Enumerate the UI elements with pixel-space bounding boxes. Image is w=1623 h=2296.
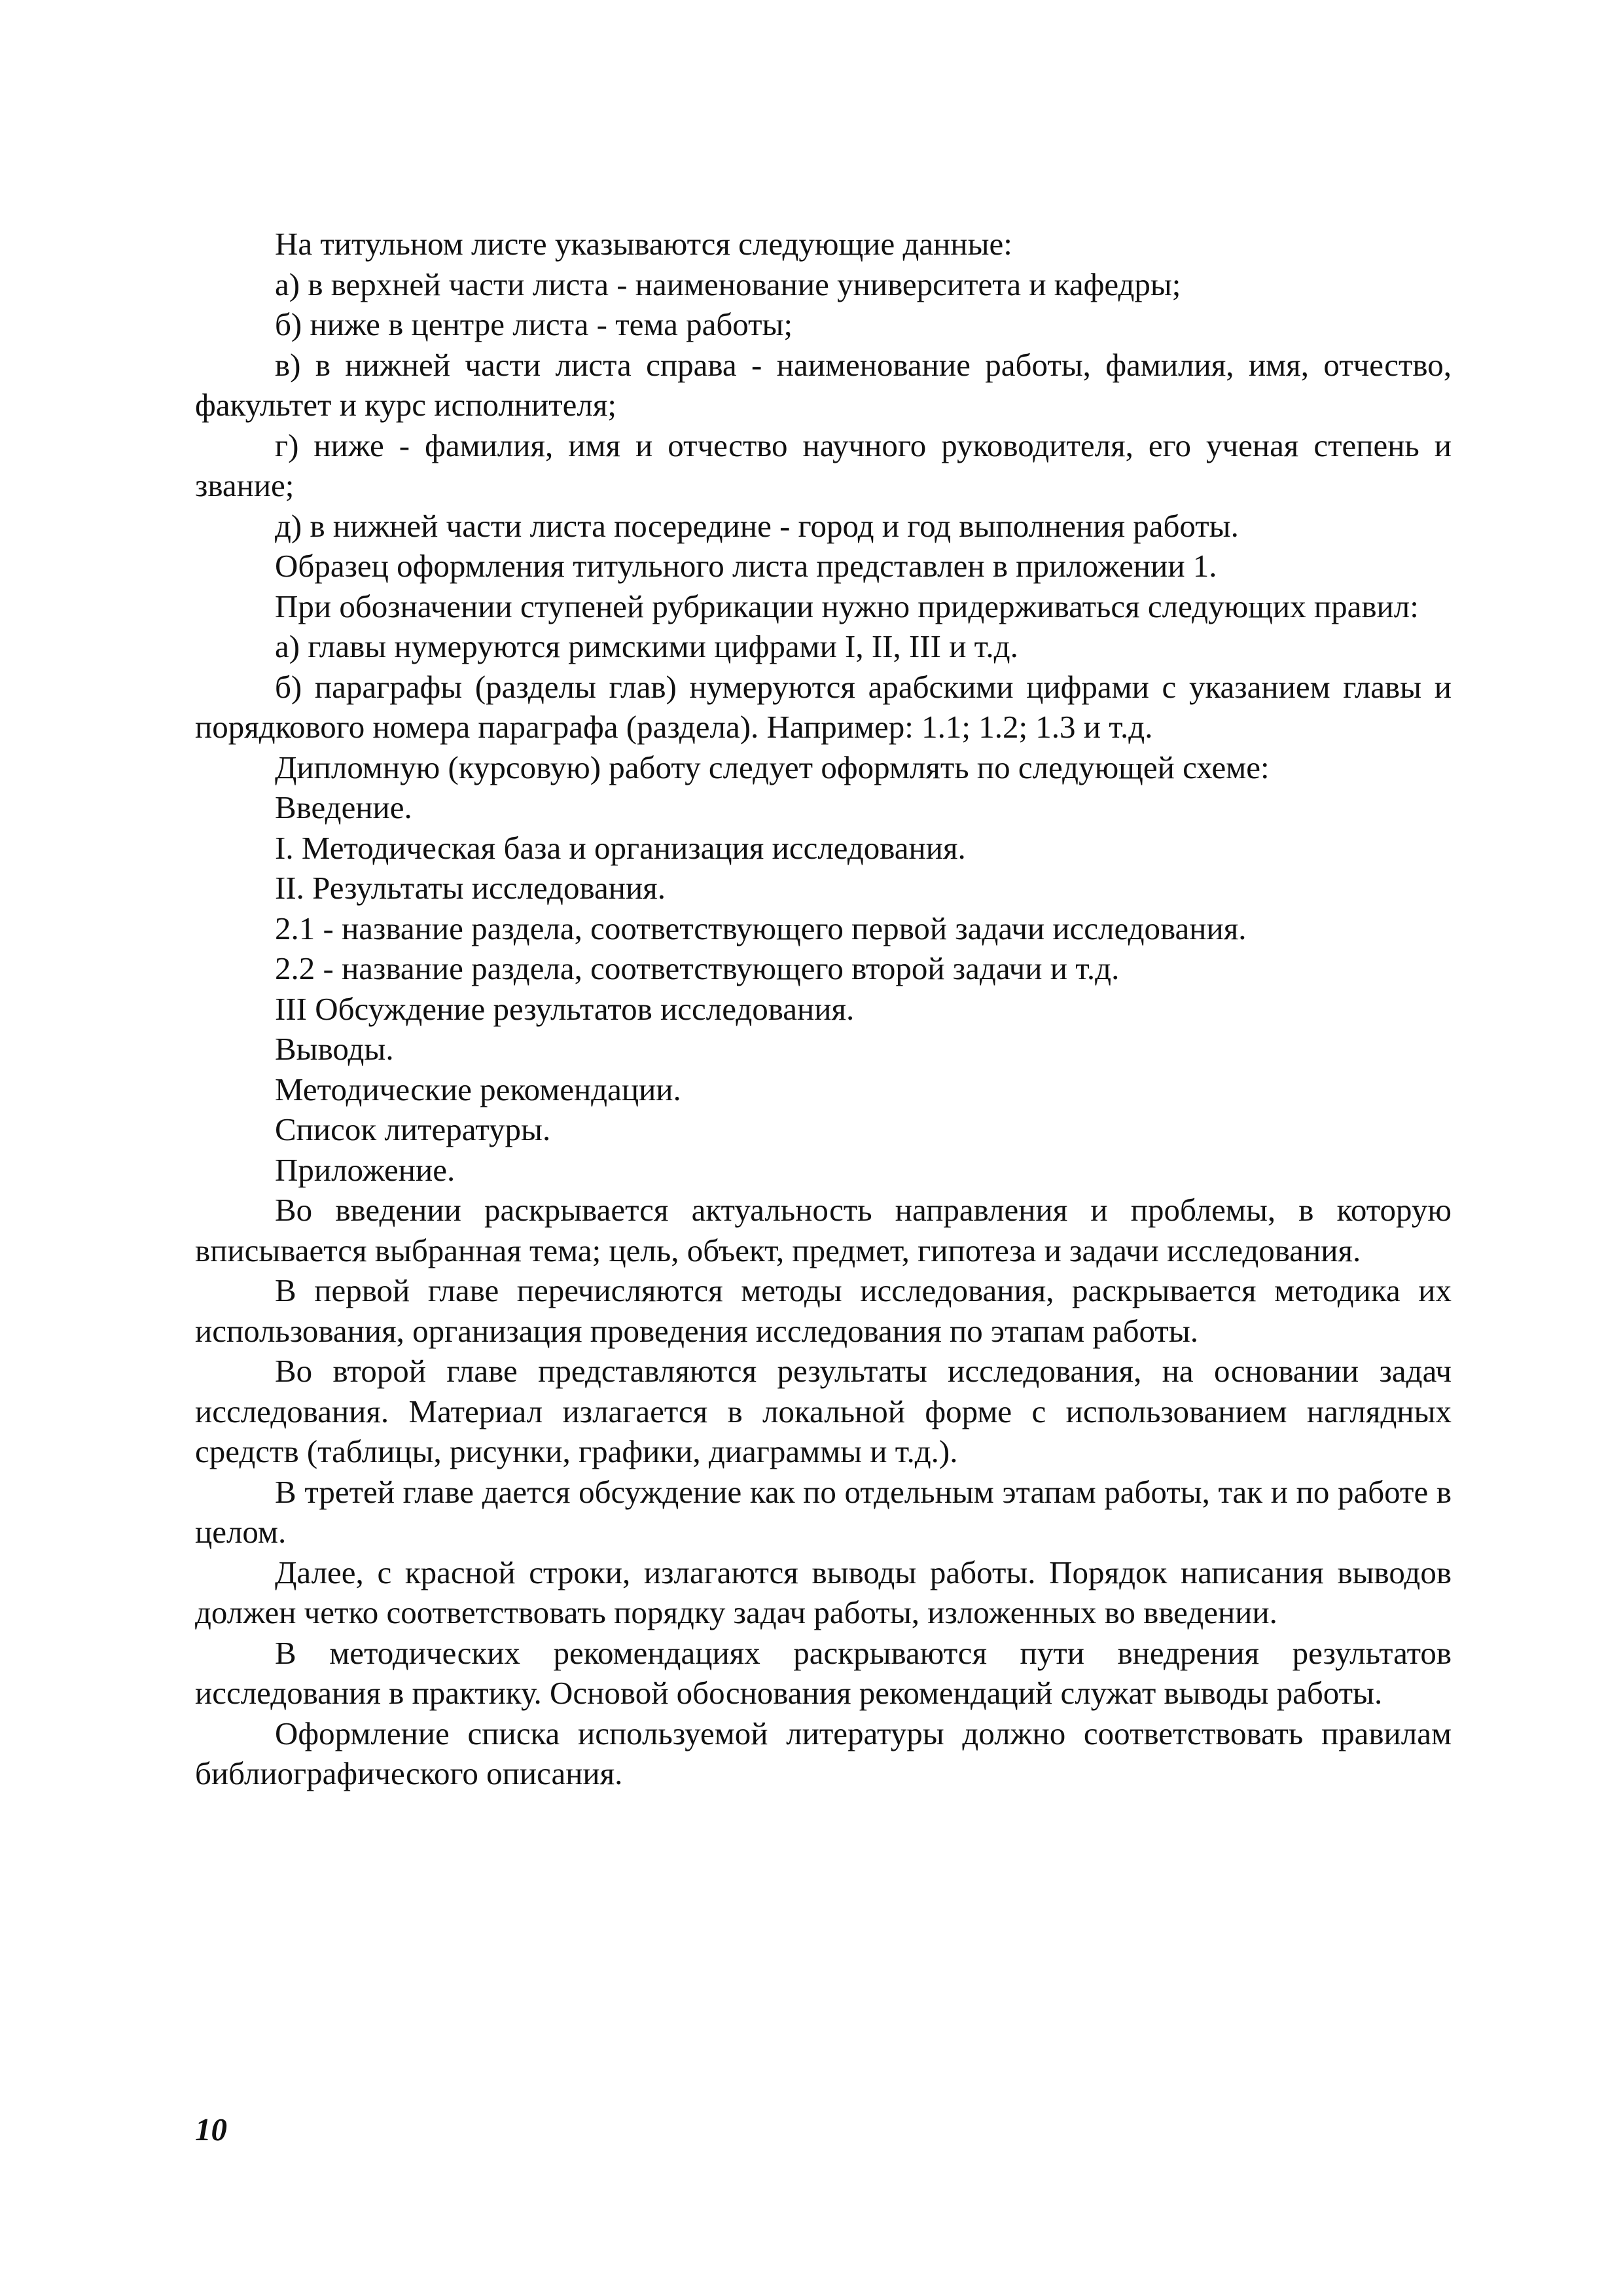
paragraph-rubrication-rules: При обозначении ступеней рубрикации нужно придерживаться следующих правил: — [275, 588, 1419, 624]
scheme-item-appendix: Приложение. — [275, 1151, 455, 1188]
paragraph-item-d-city-year: д) в нижней части листа посередине - город и год выполнения работы. — [275, 507, 1239, 544]
scheme-item-chapter-2: II. Результаты исследования. — [275, 870, 666, 906]
scheme-item-section-2-2: 2.2 - название раздела, соответствующего второй задачи и т.д. — [275, 950, 1120, 986]
paragraph-chapter-3-content: В третей главе дается обсуждение как по отдельным этапам работы, так и по работе в целом. — [195, 1473, 1452, 1550]
paragraph-recommendations-content: В методических рекомендациях раскрываются пути внедрения результатов исследования в практику. Основой обоснования рекомендаций служат выводы работы. — [195, 1634, 1452, 1711]
page-number: 10 — [195, 2111, 227, 2147]
paragraph-rule-a-chapters: а) главы нумеруются римскими цифрами I, II, III и т.д. — [275, 628, 1018, 664]
paragraph-conclusions-content: Далее, с красной строки, излагаются выводы работы. Порядок написания выводов должен четко соответствовать порядку задач работы, изложенных во введении. — [195, 1554, 1452, 1630]
paragraph-introduction-content: Во введении раскрывается актуальность направления и проблемы, в которую вписывается выбранная тема; цель, объект, предмет, гипотеза и задачи исследования. — [195, 1192, 1452, 1268]
scheme-item-conclusions: Выводы. — [275, 1031, 394, 1067]
scheme-item-recommendations: Методические рекомендации. — [275, 1071, 681, 1107]
paragraph-item-g-supervisor: г) ниже - фамилия, имя и отчество научного руководителя, его ученая степень и звание; — [195, 427, 1452, 503]
scheme-item-chapter-3: III Обсуждение результатов исследования. — [275, 990, 855, 1027]
paragraph-title-page-intro: На титульном листе указываются следующие данные: — [275, 226, 1012, 262]
scheme-item-introduction: Введение. — [275, 789, 412, 825]
paragraph-rule-b-sections: б) параграфы (разделы глав) нумеруются арабскими цифрами с указанием главы и порядкового номера параграфа (раздела). Например: 1.1; 1.2; 1.3 и т.д. — [195, 668, 1452, 745]
paragraph-chapter-1-content: В первой главе перечисляются методы исследования, раскрывается методика их использования, организация проведения исследования по этапам работы. — [195, 1272, 1452, 1349]
scheme-item-chapter-1: I. Методическая база и организация исследования. — [275, 829, 966, 866]
paragraph-item-a-top: а) в верхней части листа - наименование университета и кафедры; — [275, 266, 1181, 302]
scheme-item-references: Список литературы. — [275, 1111, 551, 1147]
paragraph-references-content: Оформление списка используемой литературы должно соответствовать правилам библиографического описания. — [195, 1715, 1452, 1791]
paragraph-item-b-center: б) ниже в центре листа - тема работы; — [275, 306, 793, 342]
paragraph-item-v-bottom-right: в) в нижней части листа справа - наименование работы, фамилия, имя, отчество, факультет и курс исполнителя; — [195, 346, 1452, 423]
paragraph-scheme-intro: Дипломную (курсовую) работу следует оформлять по следующей схеме: — [275, 749, 1270, 785]
paragraph-sample-reference: Образец оформления титульного листа представлен в приложении 1. — [275, 548, 1217, 584]
body-text — [195, 224, 1452, 1794]
scheme-item-section-2-1: 2.1 - название раздела, соответствующего первой задачи исследования. — [275, 910, 1247, 946]
paragraph-chapter-2-content: Во второй главе представляются результаты исследования, на основании задач исследования. Материал излагается в локальной форме с использованием наглядных средств (таблицы, рисунки, графики, диаграммы и т.д.). — [195, 1353, 1452, 1469]
